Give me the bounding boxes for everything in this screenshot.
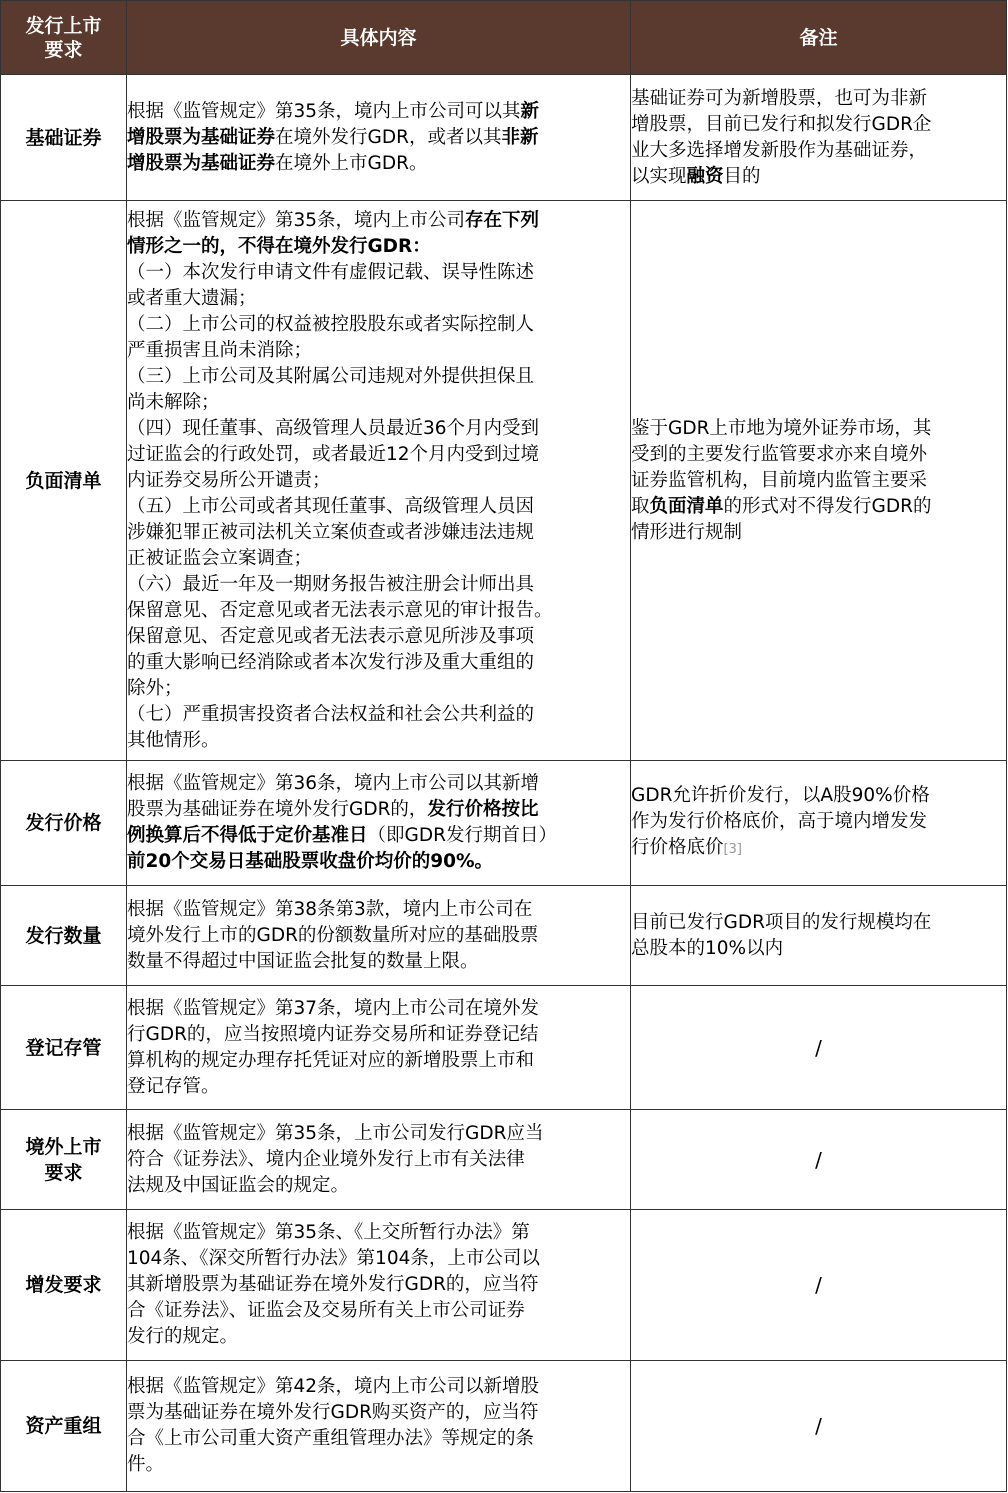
row-remarks: 鉴于GDR上市地为境外证券市场，其 受到的主要发行监管要求亦来自境外 证券监管机构，目前境内监管主要采 取负面清单的形式对不得发行GDR的 情形进行规制 (631, 201, 1007, 761)
header-content: 具体内容 (127, 1, 631, 75)
row-category: 负面清单 (1, 201, 127, 761)
row-category: 登记存管 (1, 986, 127, 1110)
row-remarks: 目前已发行GDR项目的发行规模均在 总股本的10%以内 (631, 886, 1007, 986)
row-remarks: GDR允许折价发行，以A股90%价格 作为发行价格底价，高于境内增发发 行价格底价[3] (631, 761, 1007, 886)
header-remarks: 备注 (631, 1, 1007, 75)
row-remarks: / (631, 986, 1007, 1110)
row-category: 发行价格 (1, 761, 127, 886)
row-content: 根据《监管规定》第37条，境内上市公司在境外发 行GDR的，应当按照境内证券交易所和证券登记结 算机构的规定办理存托凭证对应的新增股票上市和 登记存管。 (127, 986, 631, 1110)
row-remarks: 基础证券可为新增股票，也可为非新 增股票，目前已发行和拟发行GDR企 业大多选择增发新股作为基础证券， 以实现融资目的 (631, 75, 1007, 201)
row-content: 根据《监管规定》第35条，境内上市公司存在下列 情形之一的，不得在境外发行GDR： （一）本次发行申请文件有虚假记载、误导性陈述 或者重大遗漏； （二）上市公司的权益被控股股东或者实际控制人 严重损害且尚未消除； （三）上市公司及其附属公司违规对外提供担保且 尚未解除； （四）现任董事、高级管理人员最近36个月内受到 过证监会的行政处罚，或者最近12个月内受到过境 内证券交易所公开谴责； （五）上市公司或者其现任董事、高级管理人员因 涉嫌犯罪正被司法机关立案侦查或者涉嫌违法违规 正被证监会立案调查； （六）最近一年及一期财务报告被注册会计师出具 保留意见、否定意见或者无法表示意见的审计报告。 保留意见、否定意见或者无法表示意见所涉及事项 的重大影响已经消除或者本次发行涉及重大重组的 除外； （七）严重损害投资者合法权益和社会公共利益的 其他情形。 (127, 201, 631, 761)
table-row (1, 1110, 1007, 1210)
row-content: 根据《监管规定》第35条，上市公司发行GDR应当 符合《证券法》、境内企业境外发行上市有关法律 法规及中国证监会的规定。 (127, 1110, 631, 1210)
row-category: 资产重组 (1, 1361, 127, 1492)
table-row (1, 761, 1007, 886)
row-content: 根据《监管规定》第36条，境内上市公司以其新增 股票为基础证券在境外发行GDR的，发行价格按比 例换算后不得低于定价基准日（即GDR发行期首日） 前20个交易日基础股票收盘价均价的90%。 (127, 761, 631, 886)
table-row (1, 1361, 1007, 1492)
row-category: 境外上市 要求 (1, 1110, 127, 1210)
header-row (1, 1, 1007, 75)
table-row (1, 986, 1007, 1110)
row-content: 根据《监管规定》第42条，境内上市公司以新增股 票为基础证券在境外发行GDR购买资产的，应当符 合《上市公司重大资产重组管理办法》等规定的条 件。 (127, 1361, 631, 1492)
row-content: 根据《监管规定》第35条、《上交所暂行办法》第 104条、《深交所暂行办法》第104条，上市公司以 其新增股票为基础证券在境外发行GDR的，应当符 合《证券法》、证监会及交易所有关上市公司证券 发行的规定。 (127, 1210, 631, 1361)
row-category: 发行数量 (1, 886, 127, 986)
row-remarks: / (631, 1361, 1007, 1492)
row-category: 基础证券 (1, 75, 127, 201)
row-remarks: / (631, 1210, 1007, 1361)
row-remarks: / (631, 1110, 1007, 1210)
footnote-ref: [3] (723, 842, 742, 857)
table-row (1, 201, 1007, 761)
row-content: 根据《监管规定》第35条，境内上市公司可以其新 增股票为基础证券在境外发行GDR，或者以其非新 增股票为基础证券在境外上市GDR。 (127, 75, 631, 201)
table-row (1, 886, 1007, 986)
header-requirement: 发行上市 要求 (1, 1, 127, 75)
table-row (1, 1210, 1007, 1361)
table-row (1, 75, 1007, 201)
row-category: 增发要求 (1, 1210, 127, 1361)
row-content: 根据《监管规定》第38条第3款，境内上市公司在 境外发行上市的GDR的份额数量所对应的基础股票 数量不得超过中国证监会批复的数量上限。 (127, 886, 631, 986)
